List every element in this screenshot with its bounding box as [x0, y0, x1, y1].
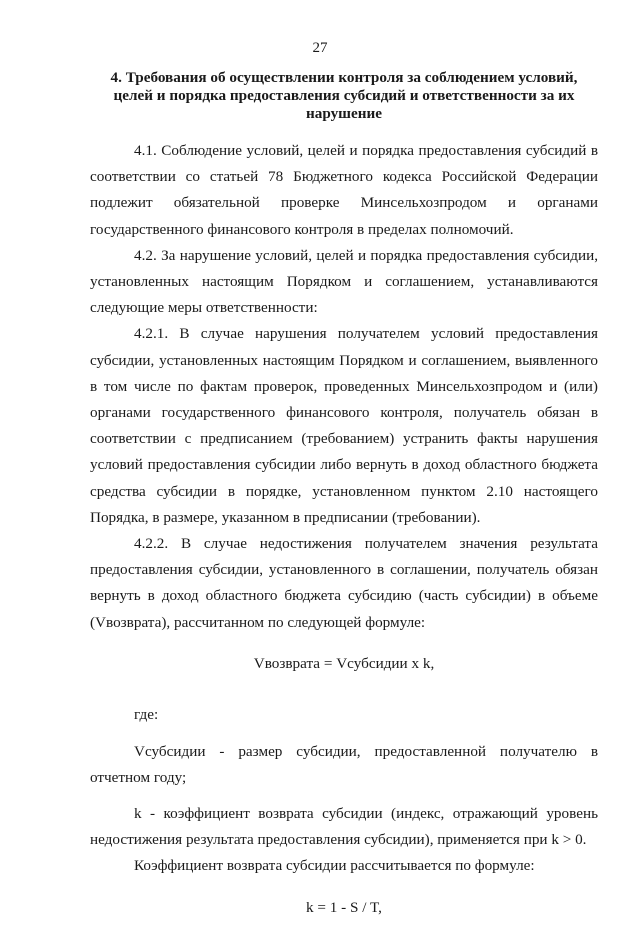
- spacer: [90, 692, 598, 702]
- page-number: 27: [312, 40, 328, 56]
- spacer: [90, 791, 598, 801]
- definition-k: k - коэффициент возврата субсидии (индекс, отражающий уровень недостижения результата предоставления субсидии), применяется при k > 0.: [90, 805, 598, 849]
- where-label: где:: [134, 706, 159, 724]
- paragraph-4-2-2: 4.2.2. В случае недостижения получателем значения результата предоставления субсидии, установленного в соглашении, получатель обязан вернуть в доход областного бюджета субсидию (часть субсидии) в объеме (Vвозврата), рассчитанном по следующей формуле:: [90, 535, 598, 631]
- formula-k: k = 1 - S / T,: [306, 898, 382, 916]
- formula-return-volume: Vвозврата = Vсубсидии x k,: [253, 655, 435, 673]
- paragraph-4-1: 4.1. Соблюдение условий, целей и порядка предоставления субсидий в соответствии со статьей 78 Бюджетного кодекса Российской Федерации подлежит обязательной проверке Минсельхозпродом и органами государственного финансового контроля в пределах полномочий.: [90, 142, 598, 238]
- paragraph-4-2: 4.2. За нарушение условий, целей и порядка предоставления субсидии, установленных настоящим Порядком и соглашением, устанавливаются следующие меры ответственности:: [90, 246, 598, 317]
- paragraph-4-2-1: 4.2.1. В случае нарушения получателем условий предоставления субсидии, установленных настоящим Порядком и соглашением, выявленного в том числе по фактам проверок, проведенных Минсельхозпродом и (или) органами государственного финансового контроля, получатель обязан в соответствии с предписанием (требованием) устранить факты нарушения условий предоставления субсидии либо вернуть в доход областного бюджета средства субсидии в порядке, установленном пунктом 2.10 настоящего Порядка, в размере, указанном в предписании (требовании).: [90, 325, 598, 526]
- definition-v-subsidy: Vсубсидии - размер субсидии, предоставленной получателю в отчетном году;: [90, 742, 598, 786]
- k-formula-intro: Коэффициент возврата субсидии рассчитывается по формуле:: [134, 857, 535, 875]
- spacer: [90, 729, 598, 739]
- document-body: [90, 138, 598, 936]
- section-title: 4. Требования об осуществлении контроля за соблюдением условий, целей и порядка предоставления субсидий и ответственности за их нарушение: [110, 69, 578, 122]
